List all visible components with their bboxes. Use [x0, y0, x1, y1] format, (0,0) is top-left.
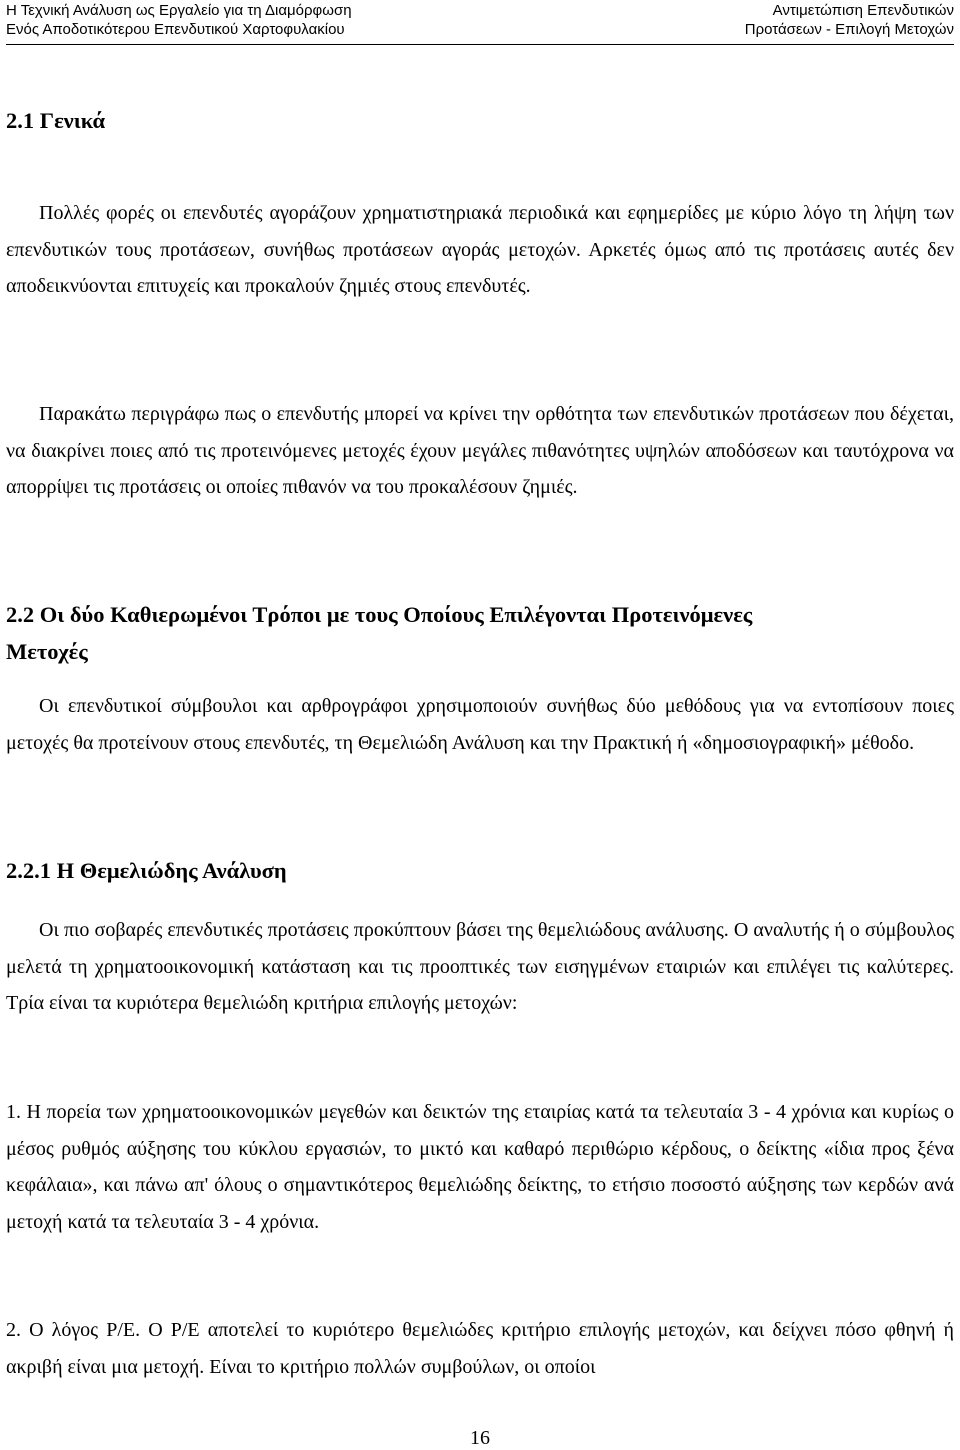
header-left — [6, 1, 352, 39]
section-heading-2-2-line-1: 2.2 Οι δύο Καθιερωμένοι Τρόποι με τους Οποίους Επιλέγονται Προτεινόμενες — [6, 602, 753, 627]
criterion-item-2: 2. Ο λόγος Ρ/Ε. Ο Ρ/Ε αποτελεί το κυριότερο θεμελιώδες κριτήριο επιλογής μετοχών, και δείχνει πόσο φθηνή ή ακριβή είναι μια μετοχή. Είναι το κριτήριο πολλών συμβούλων, οι οποίοι — [6, 1319, 954, 1378]
paragraph-methods: Οι επενδυτικοί σύμβουλοι και αρθρογράφοι χρησιμοποιούν συνήθως δύο μεθόδους για να εντοπίσουν ποιες μετοχές θα προτείνουν στους επενδυτές, τη Θεμελιώδη Ανάλυση και την Πρακτική ή «δημοσιογραφική» μέθοδο. — [6, 695, 954, 754]
header-right-line-2: Προτάσεων - Επιλογή Μετοχών — [744, 21, 954, 38]
section-heading-2-2-line-2: Μετοχές — [6, 639, 88, 664]
header-right — [745, 1, 954, 39]
paragraph-fundamental-analysis: Οι πιο σοβαρές επενδυτικές προτάσεις προκύπτουν βάσει της θεμελιώδους ανάλυσης. Ο αναλυτής ή ο σύμβουλος μελετά τη χρηματοοικονομική κατάσταση και τις προοπτικές των εισηγμένων εταιριών και επιλέγει τις καλύτερες. Τρία είναι τα κυριότερα θεμελιώδη κριτήρια επιλογής μετοχών: — [6, 919, 954, 1014]
paragraph-intro: Πολλές φορές οι επενδυτές αγοράζουν χρηματιστηριακά περιοδικά και εφημερίδες με κύριο λόγο τη λήψη των επενδυτικών τους προτάσεων, συνήθως προτάσεων αγοράς μετοχών. Αρκετές όμως από τις προτάσεις αυτές δεν αποδεικνύονται επιτυχείς και προκαλούν ζημιές στους επενδυτές. — [6, 202, 954, 297]
criterion-item-1: 1. Η πορεία των χρηματοοικονομικών μεγεθών και δεικτών της εταιρίας κατά τα τελευταία 3 - 4 χρόνια και κυρίως ο μέσος ρυθμός αύξησης του κύκλου εργασιών, το μικτό και καθαρό περιθώριο κέρδους, ο δείκτης «ίδια προς ξένα κεφάλαια», και πάνω απ' όλους ο σημαντικότερος θεμελιώδης δείκτης, το ετήσιο ποσοστό αύξησης των κερδών ανά μετοχή κατά τα τελευταία 3 - 4 χρόνια. — [6, 1101, 954, 1233]
paragraph-purpose: Παρακάτω περιγράφω πως ο επενδυτής μπορεί να κρίνει την ορθότητα των επενδυτικών προτάσεων που δέχεται, να διακρίνει ποιες από τις προτεινόμενες μετοχές έχουν μεγάλες πιθανότητες υψηλών αποδόσεων και ταυτόχρονα να απορρίψει τις προτάσεις οι οποίες πιθανόν να του προκαλέσουν ζημιές. — [6, 403, 954, 498]
header-left-line-2: Ενός Αποδοτικότερου Επενδυτικού Χαρτοφυλακίου — [6, 21, 345, 38]
header-right-line-1: Αντιμετώπιση Επενδυτικών — [772, 2, 954, 19]
page-number: 16 — [470, 1427, 490, 1449]
running-header — [6, 0, 954, 45]
header-left-line-1: Η Τεχνική Ανάλυση ως Εργαλείο για τη Διαμόρφωση — [6, 2, 352, 19]
section-heading-2-1: 2.1 Γενικά — [6, 108, 106, 133]
section-heading-2-2-1: 2.2.1 Η Θεμελιώδης Ανάλυση — [6, 858, 287, 883]
